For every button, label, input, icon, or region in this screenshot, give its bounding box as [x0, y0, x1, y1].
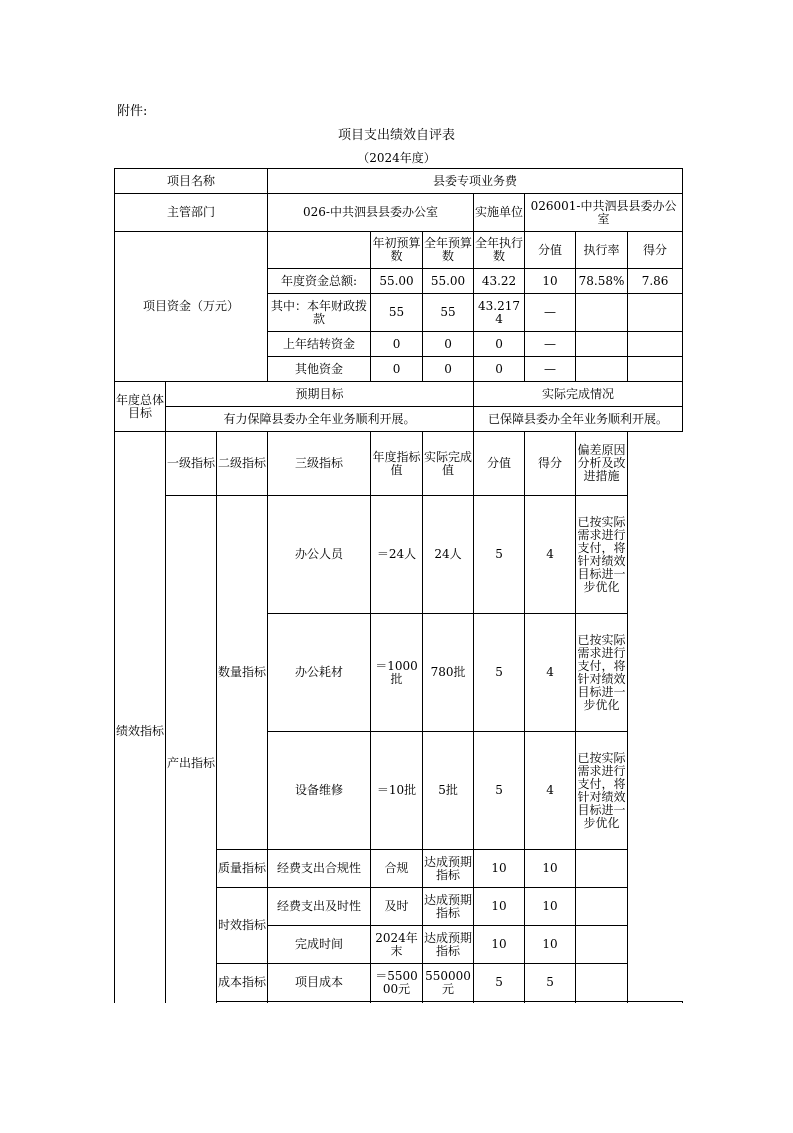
- indicator-note: 已按实际需求进行支付，将针对绩效目标进一步优化: [576, 496, 628, 614]
- funds-cell: —: [525, 332, 576, 357]
- department-value: 026-中共泗县县委办公室: [268, 194, 474, 232]
- indicator-target: ＝10批: [371, 732, 423, 850]
- performance-indicator-label: 绩效指标: [115, 432, 166, 1032]
- header-deviation: 偏差原因分析及改进措施: [576, 432, 628, 496]
- indicator-target: ＝550000元: [371, 964, 423, 1002]
- indicator-actual: 达成预期指标: [423, 850, 474, 888]
- indicator-score: 10: [474, 888, 525, 926]
- funds-header-score: 分值: [525, 232, 576, 269]
- funds-label: 项目资金（万元）: [115, 232, 268, 382]
- indicator-points: 5: [525, 964, 576, 1002]
- funds-cell: [576, 357, 628, 382]
- project-name-value: 县委专项业务费: [268, 169, 683, 194]
- funds-row-label: 其中：本年财政拨款: [268, 294, 371, 332]
- funds-cell: —: [525, 357, 576, 382]
- indicator-score: 10: [474, 850, 525, 888]
- indicator-name: 办公耗材: [268, 614, 371, 732]
- level2-cost: 成本指标: [217, 964, 268, 1002]
- level2-quality: 质量指标: [217, 850, 268, 888]
- indicator-points: 10: [525, 850, 576, 888]
- funds-cell: 0: [423, 357, 474, 382]
- implementing-unit-label: 实施单位: [474, 194, 525, 232]
- funds-cell: 55: [423, 294, 474, 332]
- page-bottom-margin: [0, 1003, 793, 1133]
- funds-cell: —: [525, 294, 576, 332]
- attachment-label: 附件:: [117, 104, 148, 119]
- indicator-points: 4: [525, 496, 576, 614]
- indicator-target: 及时: [371, 888, 423, 926]
- header-points: 得分: [525, 432, 576, 496]
- indicator-note: 已按实际需求进行支付，将针对绩效目标进一步优化: [576, 614, 628, 732]
- indicator-actual: 780批: [423, 614, 474, 732]
- actual-completion-value: 已保障县委办全年业务顺利开展。: [474, 407, 683, 432]
- funds-cell: 55: [371, 294, 423, 332]
- header-level3: 三级指标: [268, 432, 371, 496]
- funds-cell: 0: [371, 332, 423, 357]
- funds-cell: [628, 332, 683, 357]
- annual-goal-label: 年度总体目标: [115, 382, 166, 432]
- indicator-target: 合规: [371, 850, 423, 888]
- indicator-name: 项目成本: [268, 964, 371, 1002]
- funds-cell: 43.2174: [474, 294, 525, 332]
- project-name-label: 项目名称: [115, 169, 268, 194]
- indicator-points: 4: [525, 614, 576, 732]
- indicator-score: 5: [474, 496, 525, 614]
- funds-cell: [576, 294, 628, 332]
- evaluation-table: [114, 168, 683, 1032]
- indicator-points: 4: [525, 732, 576, 850]
- indicator-name: 设备维修: [268, 732, 371, 850]
- indicator-name: 经费支出合规性: [268, 850, 371, 888]
- funds-cell: 0: [474, 357, 525, 382]
- header-score: 分值: [474, 432, 525, 496]
- indicator-note: [576, 964, 628, 1002]
- funds-row-label: 年度资金总额:: [268, 269, 371, 294]
- indicator-score: 10: [474, 926, 525, 964]
- funds-header-annual-executed: 全年执行数: [474, 232, 525, 269]
- implementing-unit-value: 026001-中共泗县县委办公室: [525, 194, 683, 232]
- indicator-score: 5: [474, 614, 525, 732]
- indicator-points: 10: [525, 926, 576, 964]
- expected-goal-value: 有力保障县委办全年业务顺利开展。: [166, 407, 474, 432]
- department-label: 主管部门: [115, 194, 268, 232]
- report-year: （2024年度）: [357, 151, 436, 165]
- level1-output: 产出指标: [166, 496, 217, 1032]
- actual-completion-header: 实际完成情况: [474, 382, 683, 407]
- indicator-target: ＝1000批: [371, 614, 423, 732]
- funds-cell: [628, 357, 683, 382]
- funds-cell: 0: [371, 357, 423, 382]
- funds-cell: [628, 294, 683, 332]
- indicator-name: 经费支出及时性: [268, 888, 371, 926]
- indicator-note: [576, 926, 628, 964]
- funds-header-execution-rate: 执行率: [576, 232, 628, 269]
- indicator-name: 完成时间: [268, 926, 371, 964]
- indicator-target: 2024年末: [371, 926, 423, 964]
- funds-cell: 55.00: [423, 269, 474, 294]
- funds-row-label: 其他资金: [268, 357, 371, 382]
- indicator-actual: 达成预期指标: [423, 926, 474, 964]
- indicator-target: ＝24人: [371, 496, 423, 614]
- header-level1: 一级指标: [166, 432, 217, 496]
- header-level2: 二级指标: [217, 432, 268, 496]
- funds-cell: 0: [474, 332, 525, 357]
- indicator-actual: 550000元: [423, 964, 474, 1002]
- expected-goal-header: 预期目标: [166, 382, 474, 407]
- indicator-actual: 24人: [423, 496, 474, 614]
- indicator-actual: 5批: [423, 732, 474, 850]
- indicator-note: [576, 850, 628, 888]
- funds-cell: 55.00: [371, 269, 423, 294]
- header-actual: 实际完成值: [423, 432, 474, 496]
- indicator-name: 办公人员: [268, 496, 371, 614]
- indicator-score: 5: [474, 732, 525, 850]
- indicator-note: 已按实际需求进行支付，将针对绩效目标进一步优化: [576, 732, 628, 850]
- funds-header-initial-budget: 年初预算数: [371, 232, 423, 269]
- funds-cell: [576, 332, 628, 357]
- funds-cell: 43.22: [474, 269, 525, 294]
- indicator-points: 10: [525, 888, 576, 926]
- funds-cell: 7.86: [628, 269, 683, 294]
- funds-cell: 10: [525, 269, 576, 294]
- funds-header-annual-budget: 全年预算数: [423, 232, 474, 269]
- header-target: 年度指标值: [371, 432, 423, 496]
- funds-row-label: 上年结转资金: [268, 332, 371, 357]
- indicator-score: 5: [474, 964, 525, 1002]
- funds-header-points: 得分: [628, 232, 683, 269]
- funds-header-blank: [268, 232, 371, 269]
- indicator-actual: 达成预期指标: [423, 888, 474, 926]
- page-title: 项目支出绩效自评表: [337, 128, 455, 143]
- funds-cell: 78.58%: [576, 269, 628, 294]
- level2-quantity: 数量指标: [217, 496, 268, 850]
- indicator-note: [576, 888, 628, 926]
- funds-cell: 0: [423, 332, 474, 357]
- level2-timeliness: 时效指标: [217, 888, 268, 964]
